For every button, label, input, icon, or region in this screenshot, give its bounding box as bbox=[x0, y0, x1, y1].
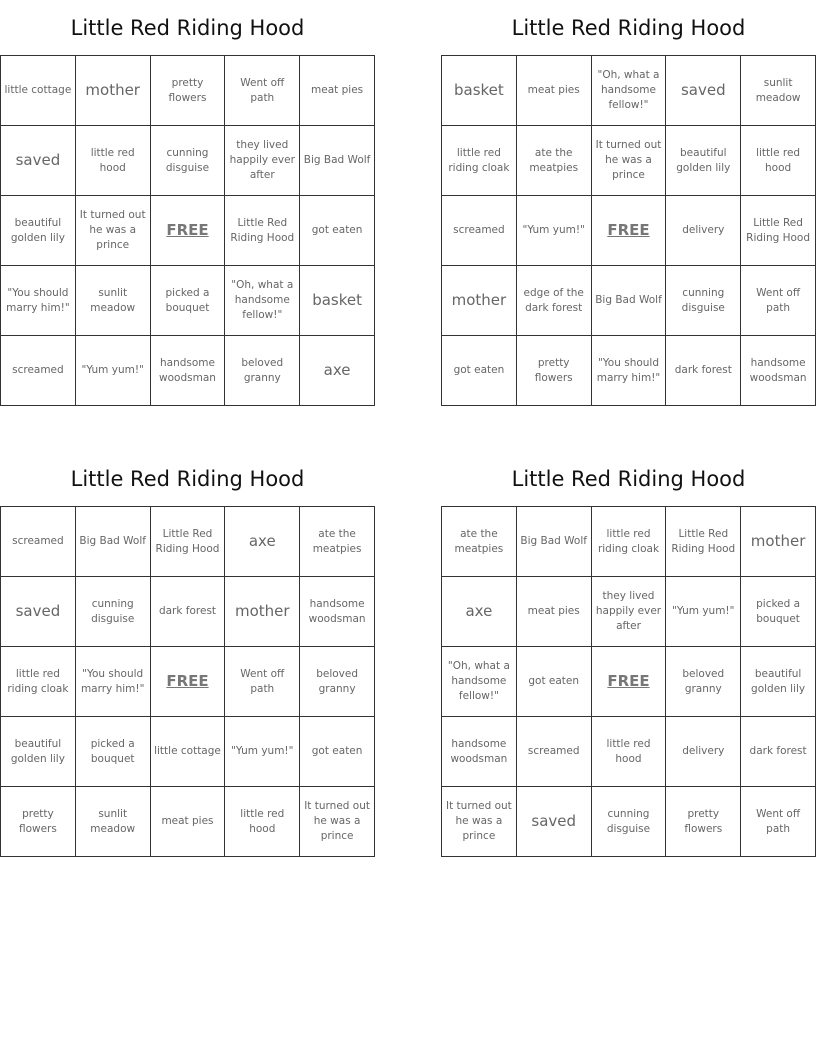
bingo-cell: meat pies bbox=[517, 56, 592, 126]
bingo-cell: little cottage bbox=[151, 717, 226, 787]
bingo-cell: picked a bouquet bbox=[151, 266, 226, 336]
bingo-cell: ate the meatpies bbox=[517, 126, 592, 196]
bingo-cell: beautiful golden lily bbox=[666, 126, 741, 196]
bingo-cell: pretty flowers bbox=[1, 787, 76, 857]
bingo-cell: they lived happily ever after bbox=[225, 126, 300, 196]
bingo-cell: got eaten bbox=[517, 647, 592, 717]
bingo-cell: little red riding cloak bbox=[442, 126, 517, 196]
card-title: Little Red Riding Hood bbox=[511, 16, 746, 40]
bingo-cell: saved bbox=[517, 787, 592, 857]
bingo-cell: saved bbox=[666, 56, 741, 126]
bingo-grid bbox=[0, 55, 375, 406]
bingo-cell: they lived happily ever after bbox=[592, 577, 667, 647]
card-title: Little Red Riding Hood bbox=[70, 16, 305, 40]
bingo-cell: handsome woodsman bbox=[300, 577, 375, 647]
bingo-cell: little red riding cloak bbox=[592, 507, 667, 577]
bingo-cell: mother bbox=[76, 56, 151, 126]
bingo-cell: sunlit meadow bbox=[741, 56, 816, 126]
bingo-cell: beautiful golden lily bbox=[741, 647, 816, 717]
bingo-cell: beloved granny bbox=[300, 647, 375, 717]
bingo-cell: got eaten bbox=[300, 717, 375, 787]
bingo-cell: "You should marry him!" bbox=[1, 266, 76, 336]
bingo-cell: "You should marry him!" bbox=[76, 647, 151, 717]
bingo-card-2 bbox=[441, 0, 816, 406]
bingo-cell: ate the meatpies bbox=[442, 507, 517, 577]
bingo-cell: beloved granny bbox=[666, 647, 741, 717]
bingo-cell: "Yum yum!" bbox=[76, 336, 151, 406]
bingo-cell: got eaten bbox=[442, 336, 517, 406]
bingo-cell: Big Bad Wolf bbox=[300, 126, 375, 196]
bingo-cell: "Yum yum!" bbox=[666, 577, 741, 647]
bingo-cell: axe bbox=[300, 336, 375, 406]
bingo-cell: screamed bbox=[1, 336, 76, 406]
bingo-cell: handsome woodsman bbox=[442, 717, 517, 787]
bingo-cell: little red hood bbox=[741, 126, 816, 196]
bingo-cell: Little Red Riding Hood bbox=[151, 507, 226, 577]
bingo-cell: mother bbox=[225, 577, 300, 647]
bingo-cell: little red riding cloak bbox=[1, 647, 76, 717]
bingo-cell: dark forest bbox=[151, 577, 226, 647]
bingo-cell: Went off path bbox=[225, 647, 300, 717]
bingo-cell: "Oh, what a handsome fellow!" bbox=[592, 56, 667, 126]
bingo-cell: delivery bbox=[666, 717, 741, 787]
bingo-cell: picked a bouquet bbox=[741, 577, 816, 647]
bingo-card-3 bbox=[0, 451, 375, 857]
bingo-cell: cunning disguise bbox=[76, 577, 151, 647]
bingo-cell: mother bbox=[442, 266, 517, 336]
bingo-cell: It turned out he was a prince bbox=[300, 787, 375, 857]
bingo-cell: little red hood bbox=[76, 126, 151, 196]
bingo-cell: Big Bad Wolf bbox=[76, 507, 151, 577]
bingo-cell: Little Red Riding Hood bbox=[225, 196, 300, 266]
bingo-cell: Big Bad Wolf bbox=[517, 507, 592, 577]
bingo-cell: cunning disguise bbox=[666, 266, 741, 336]
bingo-cell: pretty flowers bbox=[666, 787, 741, 857]
bingo-cell: little red hood bbox=[592, 717, 667, 787]
bingo-cell: It turned out he was a prince bbox=[592, 126, 667, 196]
bingo-cell: "Yum yum!" bbox=[225, 717, 300, 787]
bingo-cell: Big Bad Wolf bbox=[592, 266, 667, 336]
bingo-cell: meat pies bbox=[517, 577, 592, 647]
bingo-cell: axe bbox=[225, 507, 300, 577]
bingo-cell: screamed bbox=[517, 717, 592, 787]
bingo-cell: screamed bbox=[442, 196, 517, 266]
bingo-cell: Went off path bbox=[741, 787, 816, 857]
bingo-cell: dark forest bbox=[666, 336, 741, 406]
bingo-cell: edge of the dark forest bbox=[517, 266, 592, 336]
bingo-cell: beautiful golden lily bbox=[1, 196, 76, 266]
bingo-cell: Little Red Riding Hood bbox=[666, 507, 741, 577]
bingo-cell: pretty flowers bbox=[151, 56, 226, 126]
card-title: Little Red Riding Hood bbox=[511, 467, 746, 491]
bingo-cell: beautiful golden lily bbox=[1, 717, 76, 787]
bingo-cell: little red hood bbox=[225, 787, 300, 857]
bingo-cell: meat pies bbox=[300, 56, 375, 126]
bingo-cell: sunlit meadow bbox=[76, 787, 151, 857]
bingo-cell: Little Red Riding Hood bbox=[741, 196, 816, 266]
free-space: FREE bbox=[592, 647, 667, 717]
bingo-cell: "Oh, what a handsome fellow!" bbox=[442, 647, 517, 717]
bingo-cell: "You should marry him!" bbox=[592, 336, 667, 406]
bingo-cell: ate the meatpies bbox=[300, 507, 375, 577]
bingo-cell: "Yum yum!" bbox=[517, 196, 592, 266]
bingo-cell: saved bbox=[1, 577, 76, 647]
bingo-grid bbox=[441, 55, 816, 406]
bingo-cell: handsome woodsman bbox=[741, 336, 816, 406]
bingo-cell: mother bbox=[741, 507, 816, 577]
bingo-cell: axe bbox=[442, 577, 517, 647]
bingo-cell: little cottage bbox=[1, 56, 76, 126]
bingo-cell: saved bbox=[1, 126, 76, 196]
bingo-cell: delivery bbox=[666, 196, 741, 266]
card-title: Little Red Riding Hood bbox=[70, 467, 305, 491]
bingo-cell: beloved granny bbox=[225, 336, 300, 406]
free-space: FREE bbox=[592, 196, 667, 266]
bingo-cell: meat pies bbox=[151, 787, 226, 857]
bingo-card-4 bbox=[441, 451, 816, 857]
bingo-cell: Went off path bbox=[225, 56, 300, 126]
bingo-cell: pretty flowers bbox=[517, 336, 592, 406]
bingo-cell: It turned out he was a prince bbox=[442, 787, 517, 857]
bingo-cell: basket bbox=[442, 56, 517, 126]
bingo-cell: cunning disguise bbox=[592, 787, 667, 857]
bingo-cell: cunning disguise bbox=[151, 126, 226, 196]
bingo-cell: basket bbox=[300, 266, 375, 336]
free-space: FREE bbox=[151, 196, 226, 266]
bingo-cell: dark forest bbox=[741, 717, 816, 787]
bingo-card-1 bbox=[0, 0, 375, 406]
bingo-cell: "Oh, what a handsome fellow!" bbox=[225, 266, 300, 336]
free-space: FREE bbox=[151, 647, 226, 717]
bingo-cell: handsome woodsman bbox=[151, 336, 226, 406]
bingo-grid bbox=[0, 506, 375, 857]
bingo-cell: got eaten bbox=[300, 196, 375, 266]
bingo-cell: sunlit meadow bbox=[76, 266, 151, 336]
bingo-cell: Went off path bbox=[741, 266, 816, 336]
bingo-cell: picked a bouquet bbox=[76, 717, 151, 787]
bingo-cell: screamed bbox=[1, 507, 76, 577]
bingo-grid bbox=[441, 506, 816, 857]
bingo-cell: It turned out he was a prince bbox=[76, 196, 151, 266]
